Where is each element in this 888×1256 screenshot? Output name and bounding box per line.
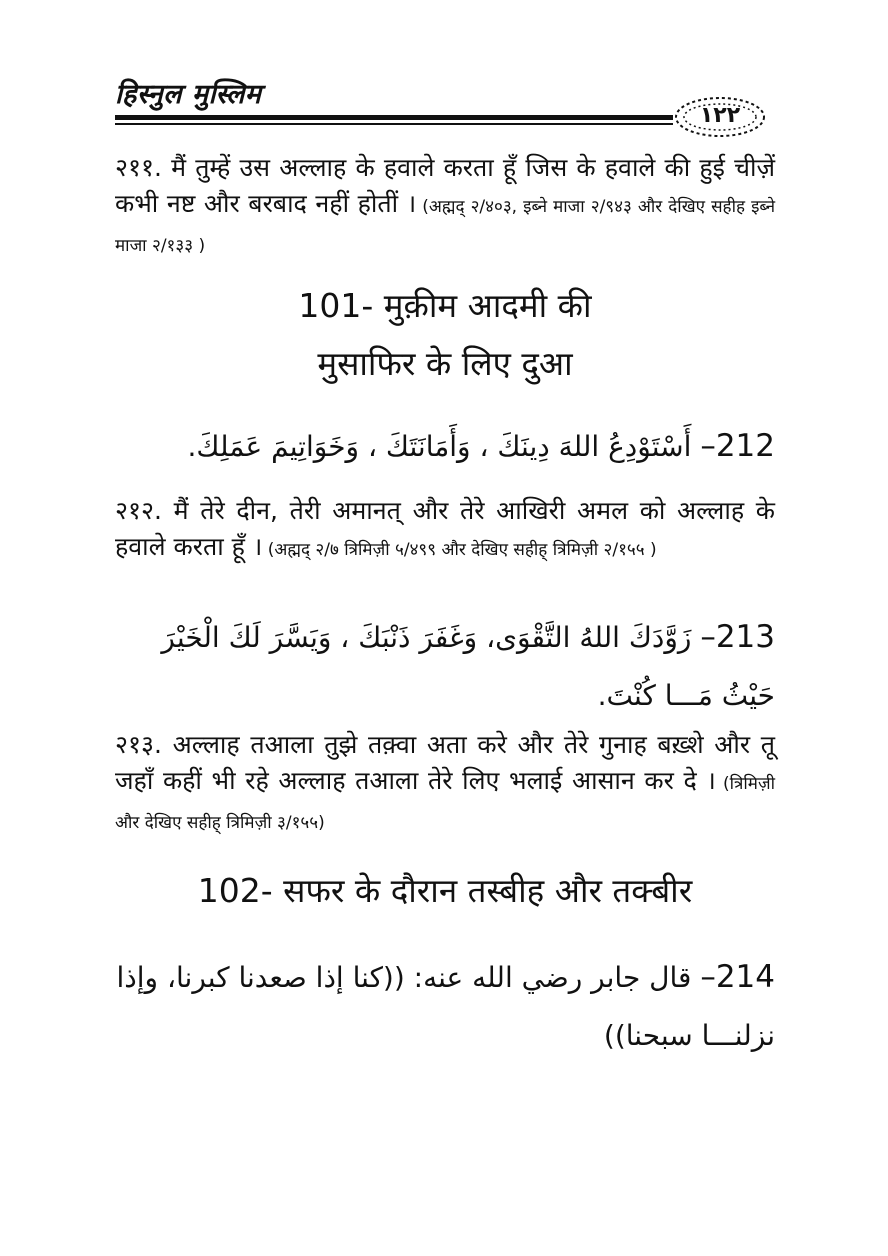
- entry-211-reference: (अह्मद् २/४०३, इब्ने माजा २/९४३ और देखिए सहीह इब्ने माजा २/१३३ ): [115, 197, 775, 256]
- entry-213-arabic: [115, 608, 775, 725]
- entry-213-arabic-text: زَوَّدَكَ اللهُ التَّقْوَى، وَغَفَرَ ذَنْبَكَ ، وَيَسَّرَ لَكَ الْخَيْرَ حَيْثُ مَـــا كُنْتَ.: [161, 621, 775, 712]
- entry-212-number: 212–: [700, 428, 775, 464]
- entry-212-arabic: [115, 424, 775, 469]
- section-101-heading-line1: 101- मुक़ीम आदमी की: [298, 286, 592, 325]
- entry-212-text: २१२. मैं तेरे दीन, तेरी अमानत् और तेरे आखिरी अमल को अल्लाह के हवाले करता हूँ ।: [115, 496, 775, 561]
- entry-213-translation: [115, 727, 775, 841]
- page-number-badge: [672, 94, 768, 140]
- entry-212-arabic-text: أَسْتَوْدِعُ اللهَ دِينَكَ ، وَأَمَانَتَكَ ، وَخَوَاتِيمَ عَمَلِكَ.: [187, 430, 701, 463]
- entry-213-reference: (त्रिमिज़ी और देखिए सहीह् त्रिमिज़ी ३/१५५): [115, 774, 775, 833]
- entry-214-number: 214–: [700, 959, 775, 995]
- page-number: ١٢٢: [699, 103, 741, 128]
- entry-214-arabic-text: قال جابر رضي الله عنه: ((كنا إذا صعدنا كبرنا، وإذا نزلنـــا سبحنا)): [116, 961, 775, 1052]
- entry-214-arabic: [115, 948, 775, 1065]
- entry-211-translation: [115, 150, 775, 264]
- entry-211-text: २११. मैं तुम्हें उस अल्लाह के हवाले करता हूँ जिस के हवाले की हुई चीज़ें कभी नष्ट और बरबाद नहीं होतीं ।: [115, 153, 775, 218]
- section-101-heading-line2: मुसाफिर के लिए दुआ: [317, 344, 573, 383]
- book-title: हिस्नुल मुस्लिम: [115, 79, 262, 110]
- header-rule-thick: [115, 115, 673, 120]
- entry-213-text: २१३. अल्लाह तआला तुझे तक़्वा अता करे और तेरे गुनाह बख़्शे और तू जहाँ कहीं भी रहे अल्लाह तआला तेरे लिए भलाई आसान कर दे ।: [115, 730, 775, 795]
- section-102-heading: 102- सफर के दौरान तस्बीह और तक्बीर: [197, 871, 693, 910]
- entry-212-translation: [115, 493, 775, 568]
- header-rule-thin: [115, 123, 673, 125]
- entry-212-reference: (अह्मद् २/७ त्रिमिज़ी ५/४९९ और देखिए सहीह् त्रिमिज़ी २/१५५ ): [262, 540, 657, 560]
- entry-213-number: 213–: [700, 619, 775, 655]
